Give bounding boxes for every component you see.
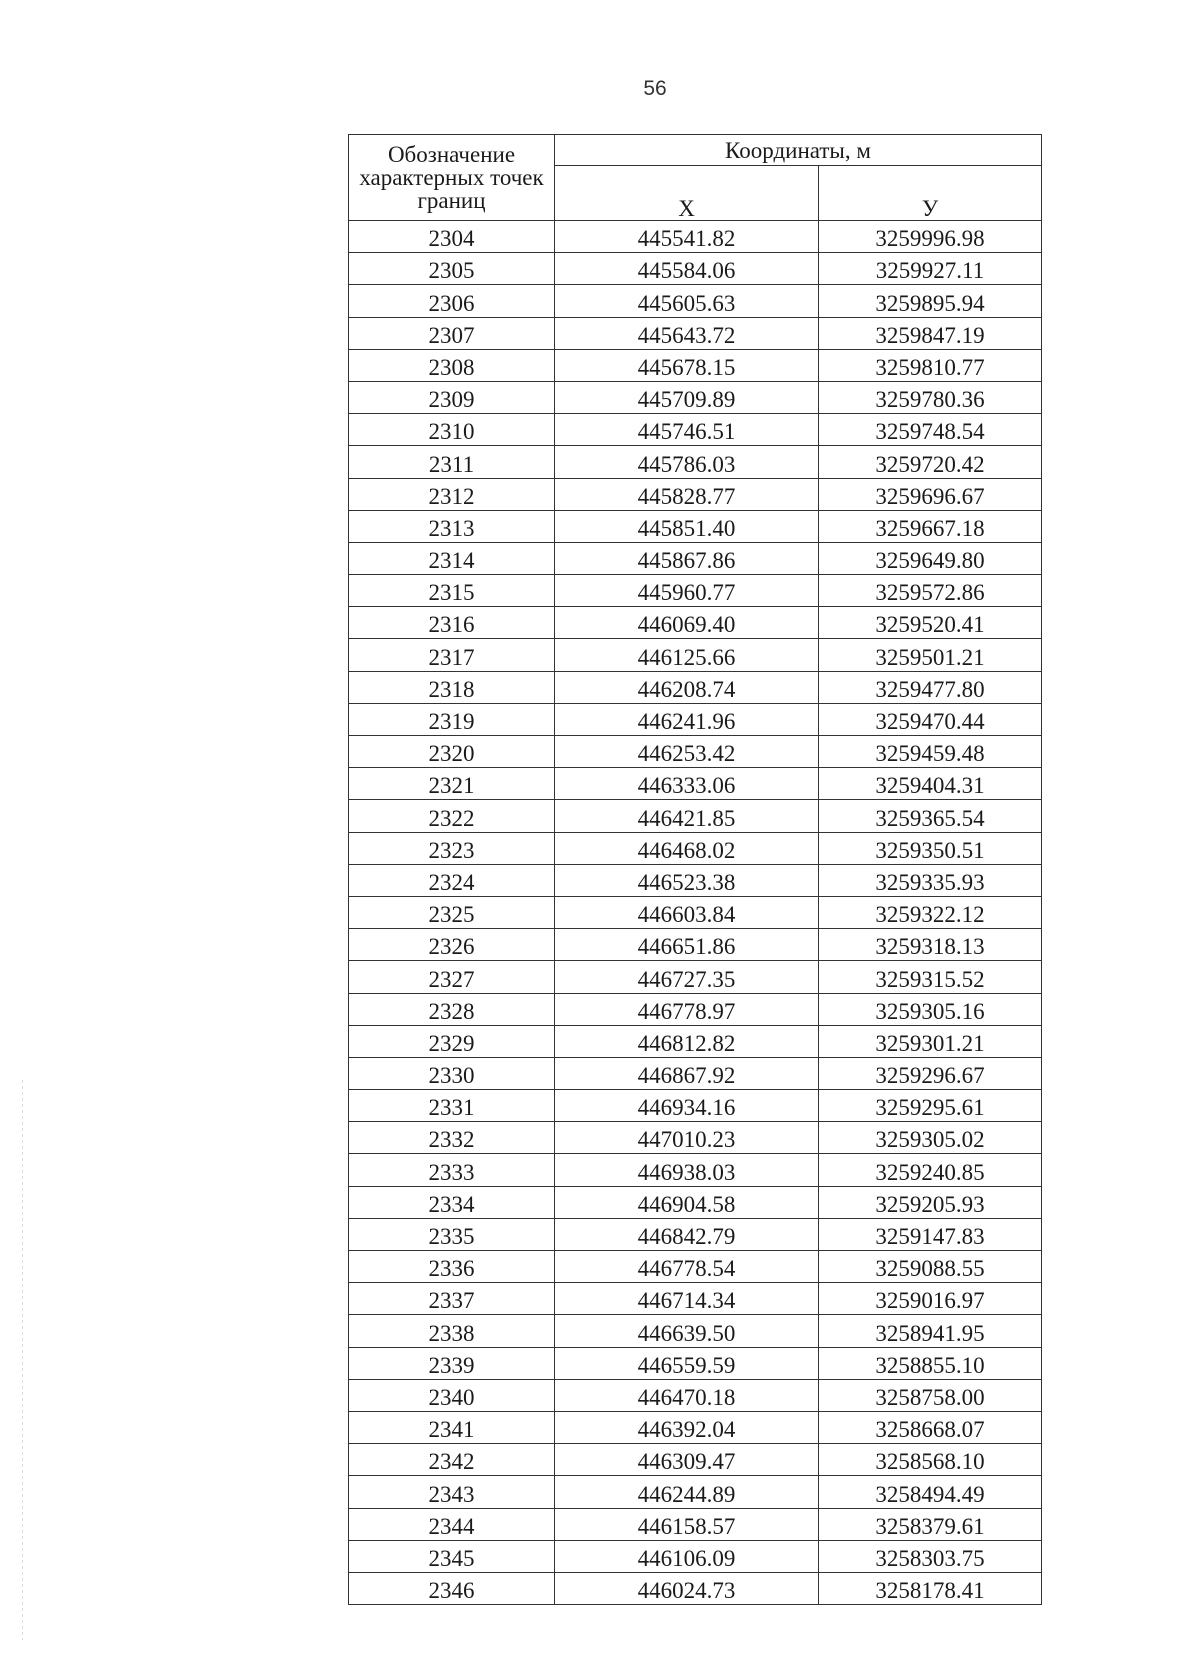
table-row <box>349 1444 1042 1476</box>
point-cell: 2342 <box>349 1444 555 1476</box>
x-cell: 446651.86 <box>555 929 819 961</box>
table-row <box>349 381 1042 413</box>
y-cell: 3259470.44 <box>819 703 1042 735</box>
table-row <box>349 768 1042 800</box>
y-cell: 3259927.11 <box>819 253 1042 285</box>
point-cell: 2309 <box>349 381 555 413</box>
y-cell: 3258494.49 <box>819 1476 1042 1508</box>
table-row <box>349 1122 1042 1154</box>
y-cell: 3259459.48 <box>819 736 1042 768</box>
x-cell: 446125.66 <box>555 639 819 671</box>
table-header <box>349 135 1042 221</box>
point-cell: 2336 <box>349 1251 555 1283</box>
point-cell: 2332 <box>349 1122 555 1154</box>
point-cell: 2337 <box>349 1283 555 1315</box>
x-cell: 446934.16 <box>555 1090 819 1122</box>
coordinates-table <box>348 134 1042 1605</box>
y-cell: 3259996.98 <box>819 221 1042 253</box>
table-row <box>349 349 1042 381</box>
y-cell: 3259810.77 <box>819 349 1042 381</box>
y-cell: 3258303.75 <box>819 1540 1042 1572</box>
y-cell: 3259147.83 <box>819 1218 1042 1250</box>
point-cell: 2329 <box>349 1025 555 1057</box>
x-cell: 445643.72 <box>555 317 819 349</box>
point-cell: 2341 <box>349 1411 555 1443</box>
x-cell: 446158.57 <box>555 1508 819 1540</box>
x-cell: 446778.97 <box>555 993 819 1025</box>
x-cell: 445786.03 <box>555 446 819 478</box>
y-cell: 3259318.13 <box>819 929 1042 961</box>
point-cell: 2325 <box>349 896 555 928</box>
y-cell: 3258178.41 <box>819 1572 1042 1604</box>
x-cell: 446421.85 <box>555 800 819 832</box>
y-cell: 3259335.93 <box>819 864 1042 896</box>
x-cell: 446523.38 <box>555 864 819 896</box>
y-cell: 3259847.19 <box>819 317 1042 349</box>
y-cell: 3259895.94 <box>819 285 1042 317</box>
point-cell: 2328 <box>349 993 555 1025</box>
y-cell: 3259720.42 <box>819 446 1042 478</box>
table-row <box>349 575 1042 607</box>
y-cell: 3259016.97 <box>819 1283 1042 1315</box>
table-row <box>349 1540 1042 1572</box>
x-cell: 445678.15 <box>555 349 819 381</box>
table-body <box>349 221 1042 1605</box>
table-row <box>349 607 1042 639</box>
table-row <box>349 478 1042 510</box>
point-cell: 2335 <box>349 1218 555 1250</box>
y-cell: 3259315.52 <box>819 961 1042 993</box>
table-row <box>349 1154 1042 1186</box>
x-cell: 446069.40 <box>555 607 819 639</box>
table-row <box>349 671 1042 703</box>
y-cell: 3259295.61 <box>819 1090 1042 1122</box>
x-cell: 446714.34 <box>555 1283 819 1315</box>
point-cell: 2334 <box>349 1186 555 1218</box>
point-cell: 2314 <box>349 542 555 574</box>
y-cell: 3259572.86 <box>819 575 1042 607</box>
table-row <box>349 896 1042 928</box>
y-cell: 3259322.12 <box>819 896 1042 928</box>
point-cell: 2324 <box>349 864 555 896</box>
y-cell: 3258758.00 <box>819 1379 1042 1411</box>
table-row <box>349 446 1042 478</box>
x-cell: 446024.73 <box>555 1572 819 1604</box>
table-row <box>349 1251 1042 1283</box>
y-cell: 3259501.21 <box>819 639 1042 671</box>
x-cell: 446778.54 <box>555 1251 819 1283</box>
x-cell: 445746.51 <box>555 414 819 446</box>
x-cell: 446253.42 <box>555 736 819 768</box>
y-cell: 3259520.41 <box>819 607 1042 639</box>
y-cell: 3259088.55 <box>819 1251 1042 1283</box>
point-cell: 2310 <box>349 414 555 446</box>
table-row <box>349 736 1042 768</box>
x-cell: 445867.86 <box>555 542 819 574</box>
y-cell: 3259748.54 <box>819 414 1042 446</box>
table-row <box>349 832 1042 864</box>
point-cell: 2322 <box>349 800 555 832</box>
table-row <box>349 414 1042 446</box>
y-cell: 3259477.80 <box>819 671 1042 703</box>
table-row <box>349 1572 1042 1604</box>
x-cell: 446603.84 <box>555 896 819 928</box>
x-cell: 445584.06 <box>555 253 819 285</box>
x-cell: 446244.89 <box>555 1476 819 1508</box>
x-cell: 446867.92 <box>555 1057 819 1089</box>
y-cell: 3259780.36 <box>819 381 1042 413</box>
table-row <box>349 285 1042 317</box>
y-cell: 3258855.10 <box>819 1347 1042 1379</box>
x-cell: 446106.09 <box>555 1540 819 1572</box>
table-row <box>349 221 1042 253</box>
y-cell: 3259696.67 <box>819 478 1042 510</box>
point-cell: 2305 <box>349 253 555 285</box>
table-row <box>349 1379 1042 1411</box>
table-row <box>349 253 1042 285</box>
x-cell: 446468.02 <box>555 832 819 864</box>
y-cell: 3259404.31 <box>819 768 1042 800</box>
point-cell: 2331 <box>349 1090 555 1122</box>
point-cell: 2318 <box>349 671 555 703</box>
y-cell: 3259296.67 <box>819 1057 1042 1089</box>
point-cell: 2319 <box>349 703 555 735</box>
table-row <box>349 542 1042 574</box>
x-cell: 445851.40 <box>555 510 819 542</box>
x-cell: 445709.89 <box>555 381 819 413</box>
point-cell: 2327 <box>349 961 555 993</box>
table-row <box>349 703 1042 735</box>
y-cell: 3259305.16 <box>819 993 1042 1025</box>
x-cell: 447010.23 <box>555 1122 819 1154</box>
y-cell: 3258379.61 <box>819 1508 1042 1540</box>
point-cell: 2320 <box>349 736 555 768</box>
table-row <box>349 1186 1042 1218</box>
x-cell: 446208.74 <box>555 671 819 703</box>
table-row <box>349 993 1042 1025</box>
x-cell: 446639.50 <box>555 1315 819 1347</box>
scan-margin-artifact <box>22 1080 23 1640</box>
y-cell: 3258941.95 <box>819 1315 1042 1347</box>
x-cell: 446938.03 <box>555 1154 819 1186</box>
point-cell: 2317 <box>349 639 555 671</box>
point-cell: 2326 <box>349 929 555 961</box>
x-cell: 446842.79 <box>555 1218 819 1250</box>
point-cell: 2343 <box>349 1476 555 1508</box>
point-cell: 2312 <box>349 478 555 510</box>
point-designation-header: Обозначение характерных точек границ <box>349 135 555 221</box>
x-cell: 446904.58 <box>555 1186 819 1218</box>
y-cell: 3259350.51 <box>819 832 1042 864</box>
table-row <box>349 1283 1042 1315</box>
table-row <box>349 639 1042 671</box>
y-cell: 3259240.85 <box>819 1154 1042 1186</box>
point-cell: 2304 <box>349 221 555 253</box>
x-cell: 446392.04 <box>555 1411 819 1443</box>
x-cell: 446333.06 <box>555 768 819 800</box>
point-cell: 2340 <box>349 1379 555 1411</box>
x-column-header: X <box>555 166 819 221</box>
table-row <box>349 929 1042 961</box>
y-cell: 3259205.93 <box>819 1186 1042 1218</box>
point-cell: 2323 <box>349 832 555 864</box>
point-cell: 2346 <box>349 1572 555 1604</box>
x-cell: 445828.77 <box>555 478 819 510</box>
y-cell: 3259301.21 <box>819 1025 1042 1057</box>
y-cell: 3259667.18 <box>819 510 1042 542</box>
x-cell: 445605.63 <box>555 285 819 317</box>
point-cell: 2306 <box>349 285 555 317</box>
table-row <box>349 1057 1042 1089</box>
page-number: 56 <box>643 77 667 100</box>
x-cell: 446470.18 <box>555 1379 819 1411</box>
table-row <box>349 1347 1042 1379</box>
x-cell: 446241.96 <box>555 703 819 735</box>
point-cell: 2345 <box>349 1540 555 1572</box>
point-cell: 2308 <box>349 349 555 381</box>
table-row <box>349 1025 1042 1057</box>
x-cell: 445960.77 <box>555 575 819 607</box>
table-row <box>349 800 1042 832</box>
table-row <box>349 1476 1042 1508</box>
point-cell: 2333 <box>349 1154 555 1186</box>
table-row <box>349 317 1042 349</box>
y-cell: 3258668.07 <box>819 1411 1042 1443</box>
point-cell: 2311 <box>349 446 555 478</box>
y-column-header: У <box>819 166 1042 221</box>
table-row <box>349 510 1042 542</box>
coordinates-header: Координаты, м <box>555 135 1042 166</box>
table-row <box>349 1090 1042 1122</box>
point-cell: 2313 <box>349 510 555 542</box>
point-cell: 2307 <box>349 317 555 349</box>
point-cell: 2316 <box>349 607 555 639</box>
x-cell: 445541.82 <box>555 221 819 253</box>
x-cell: 446309.47 <box>555 1444 819 1476</box>
point-cell: 2330 <box>349 1057 555 1089</box>
point-cell: 2321 <box>349 768 555 800</box>
table-row <box>349 1315 1042 1347</box>
point-cell: 2338 <box>349 1315 555 1347</box>
point-cell: 2339 <box>349 1347 555 1379</box>
table-row <box>349 961 1042 993</box>
y-cell: 3259305.02 <box>819 1122 1042 1154</box>
point-cell: 2344 <box>349 1508 555 1540</box>
point-cell: 2315 <box>349 575 555 607</box>
x-cell: 446727.35 <box>555 961 819 993</box>
y-cell: 3258568.10 <box>819 1444 1042 1476</box>
table-row <box>349 1411 1042 1443</box>
y-cell: 3259649.80 <box>819 542 1042 574</box>
x-cell: 446812.82 <box>555 1025 819 1057</box>
x-cell: 446559.59 <box>555 1347 819 1379</box>
y-cell: 3259365.54 <box>819 800 1042 832</box>
table-row <box>349 1218 1042 1250</box>
table-row <box>349 1508 1042 1540</box>
table-row <box>349 864 1042 896</box>
